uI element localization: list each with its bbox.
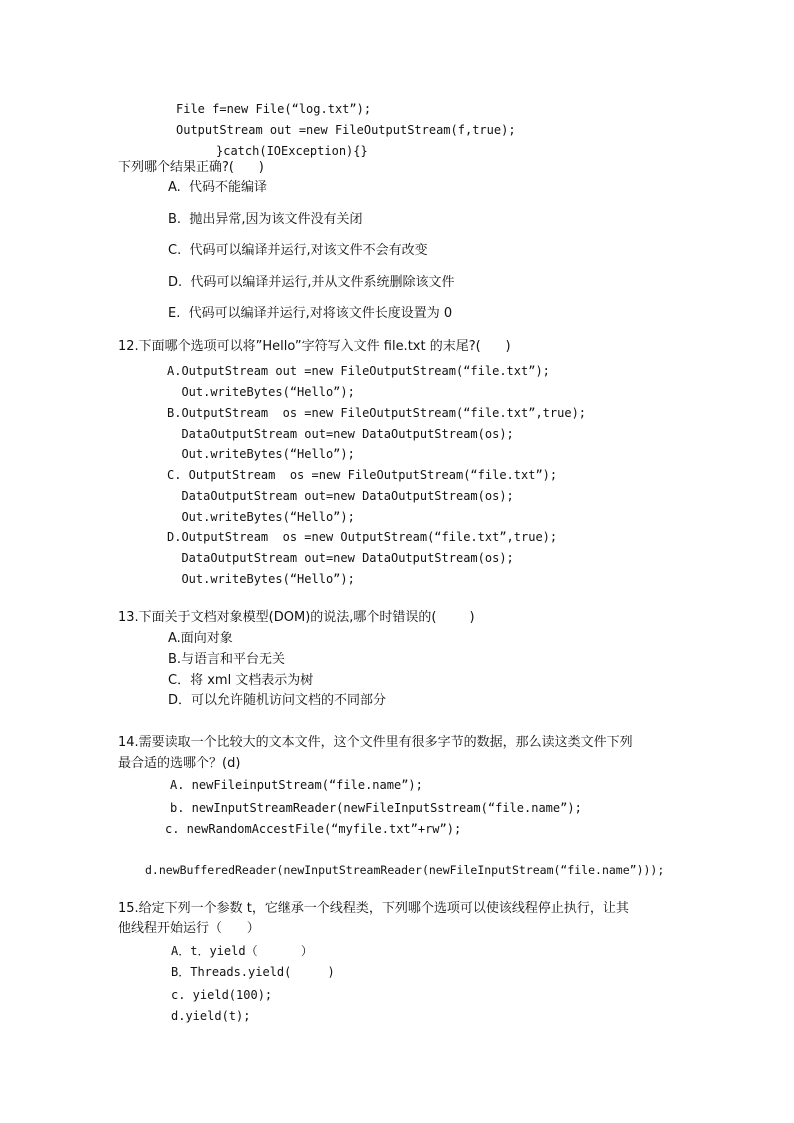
question-12-text: 12.下面哪个选项可以将”Hello”字符写入文件 file.txt 的末尾?( ) [118,339,511,354]
question-15-option-a: A．t．yield（ ） [171,944,313,958]
question-13-option-d: D．可以允许随机访问文档的不同部分 [168,693,387,708]
question-12-code-line: Out.writeBytes(“Hello”); [167,510,355,524]
question-15-option-c: c. yield(100); [171,988,273,1002]
code-line: }catch(IOException){} [216,144,368,158]
code-line: OutputStream out =new FileOutputStream(f,true); [176,123,516,137]
question-12-code-line: DataOutputStream out=new DataOutputStream(os); [167,489,514,503]
question-13-option-a: A.面向对象 [168,631,233,646]
question-15-option-b: B．Threads.yield( ) [171,965,335,979]
question-13-option-c: C．将 xml 文档表示为树 [168,673,314,688]
question-11-option-e: E. 代码可以编译并运行,对将该文件长度设置为 0 [168,306,453,321]
question-11-option-b: B. 抛出异常,因为该文件没有关闭 [168,212,363,227]
question-12-code-line: B.OutputStream os =new FileOutputStream(“file.txt”,true); [167,406,587,420]
question-14-option-a: A. newFileinputStream(“file.name”); [170,778,423,792]
question-14-option-d: d.newBufferedReader(newInputStreamReader(newFileInputStream(“file.name”))); [145,863,665,877]
question-14-text: 14.需要读取一个比较大的文本文件，这个文件里有很多字节的数据，那么读这类文件下列 [118,735,633,750]
question-11-text: 下列哪个结果正确?( ) [118,160,264,175]
question-12-code-line: Out.writeBytes(“Hello”); [167,447,355,461]
question-15-text-cont: 他线程开始运行（ ） [118,921,260,936]
question-15-option-d: d.yield(t); [171,1009,251,1023]
question-11-option-d: D. 代码可以编译并运行,并从文件系统删除该文件 [168,275,455,290]
question-12-code-line: C. OutputStream os =new FileOutputStream(“file.txt”); [167,468,558,482]
question-12-code-line: DataOutputStream out=new DataOutputStream(os); [167,427,514,441]
question-13-text: 13.下面关于文档对象模型(DOM)的说法,哪个时错误的( ) [118,610,475,625]
question-12-code-line: D.OutputStream os =new OutputStream(“file.txt”,true); [167,530,558,544]
question-11-option-c: C. 代码可以编译并运行,对该文件不会有改变 [168,243,428,258]
question-14-option-c: c. newRandomAccestFile(“myfile.txt”+rw”); [165,822,462,836]
question-12-code-line: A.OutputStream out =new FileOutputStream(“file.txt”); [167,364,550,378]
question-12-code-line: Out.writeBytes(“Hello”); [167,572,355,586]
question-12-code-line: Out.writeBytes(“Hello”); [167,385,355,399]
question-15-text: 15.给定下列一个参数 t，它继承一个线程类，下列哪个选项可以使该线程停止执行，让其 [118,901,629,916]
code-line: File f=new File(“log.txt”); [176,102,372,116]
question-12-code-line: DataOutputStream out=new DataOutputStream(os); [167,551,514,565]
question-14-option-b: b. newInputStreamReader(newFileInputSstream(“file.name”); [170,801,582,815]
question-11-option-a: A. 代码不能编译 [168,180,268,195]
question-14-text-cont: 最合适的选哪个？(d) [118,756,241,771]
question-13-option-b: B.与语言和平台无关 [168,652,286,667]
